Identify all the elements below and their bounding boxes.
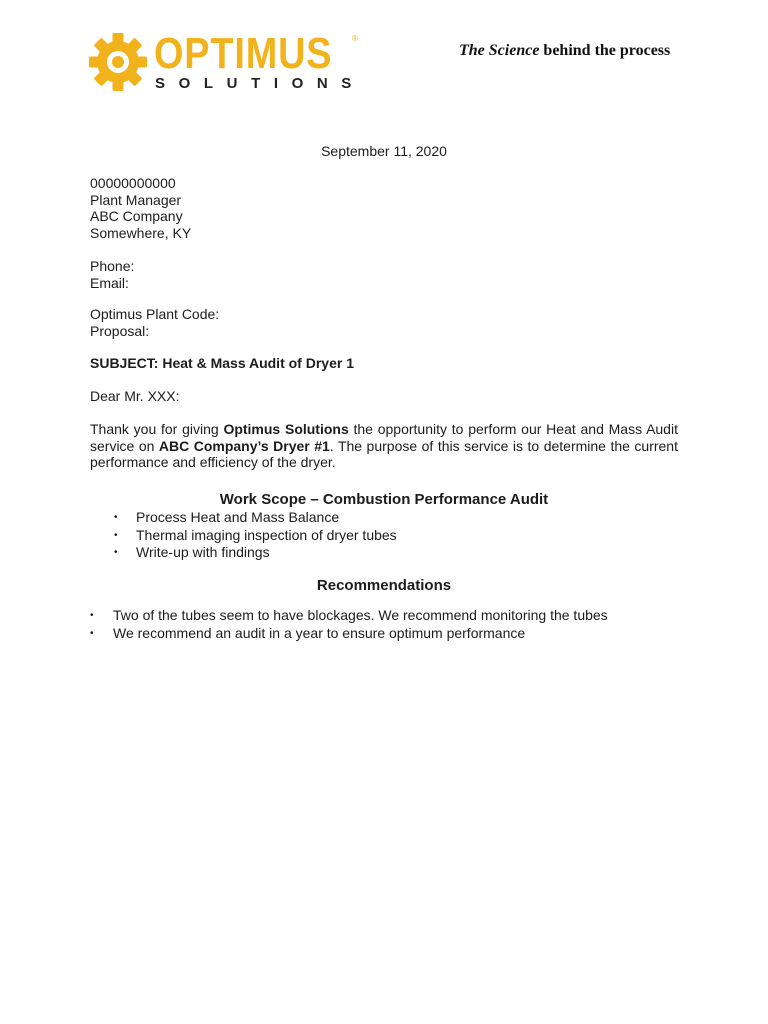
- recipient-line: Somewhere, KY: [90, 224, 192, 241]
- gear-icon: [88, 30, 148, 96]
- body-text: the opportunity to perform our Heat and Mass Audit service on: [90, 421, 678, 454]
- list-item-text: Two of the tubes seem to have blockages. We recommend monitoring the tubes: [113, 607, 608, 623]
- tagline: [459, 42, 670, 60]
- tagline-emphasis: The Science: [459, 42, 540, 59]
- recipient-address: [90, 175, 191, 241]
- registered-mark: ®: [352, 34, 358, 43]
- list-item-text: Process Heat and Mass Balance: [136, 509, 340, 525]
- list-item-text: Write-up with findings: [136, 544, 270, 560]
- phone-label: Phone:: [90, 258, 135, 274]
- company-logo: [88, 29, 365, 96]
- tagline-rest: behind the process: [543, 42, 671, 59]
- codes-block: [90, 306, 219, 339]
- email-label: Email:: [90, 274, 129, 291]
- bullet-icon: •: [114, 512, 118, 523]
- bullet-icon: •: [114, 529, 118, 541]
- bullet-icon: •: [114, 547, 118, 558]
- list-item-text: We recommend an audit in a year to ensure optimum performance: [113, 624, 526, 641]
- body-text: . The purpose of this service is to determine the current performance and efficiency of the dryer.: [90, 437, 678, 470]
- dryer-name: ABC Company’s Dryer #1: [158, 437, 330, 454]
- contact-block: [90, 258, 134, 291]
- salutation: Dear Mr. XXX:: [90, 388, 180, 404]
- body-paragraph: [90, 421, 678, 471]
- company-name: Optimus Solutions: [223, 421, 349, 437]
- bullet-icon: •: [90, 627, 94, 639]
- plant-code-label: Optimus Plant Code:: [90, 306, 220, 322]
- work-scope-heading: Work Scope – Combustion Performance Audit: [219, 491, 549, 508]
- brand-name: OPTIMUS: [154, 29, 333, 78]
- body-text: Thank you for giving: [90, 421, 224, 437]
- recipient-line: Plant Manager: [90, 191, 182, 208]
- recipient-line: ABC Company: [90, 208, 183, 224]
- brand-subtitle: SOLUTIONS: [155, 75, 365, 92]
- recipient-line: 00000000000: [90, 175, 176, 191]
- proposal-label: Proposal:: [90, 322, 150, 339]
- list-item-text: Thermal imaging inspection of dryer tubes: [136, 526, 397, 543]
- recommendations-heading: Recommendations: [316, 577, 452, 594]
- subject-line: SUBJECT: Heat & Mass Audit of Dryer 1: [90, 355, 354, 371]
- bullet-icon: •: [90, 610, 94, 621]
- letter-date: September 11, 2020: [321, 143, 447, 159]
